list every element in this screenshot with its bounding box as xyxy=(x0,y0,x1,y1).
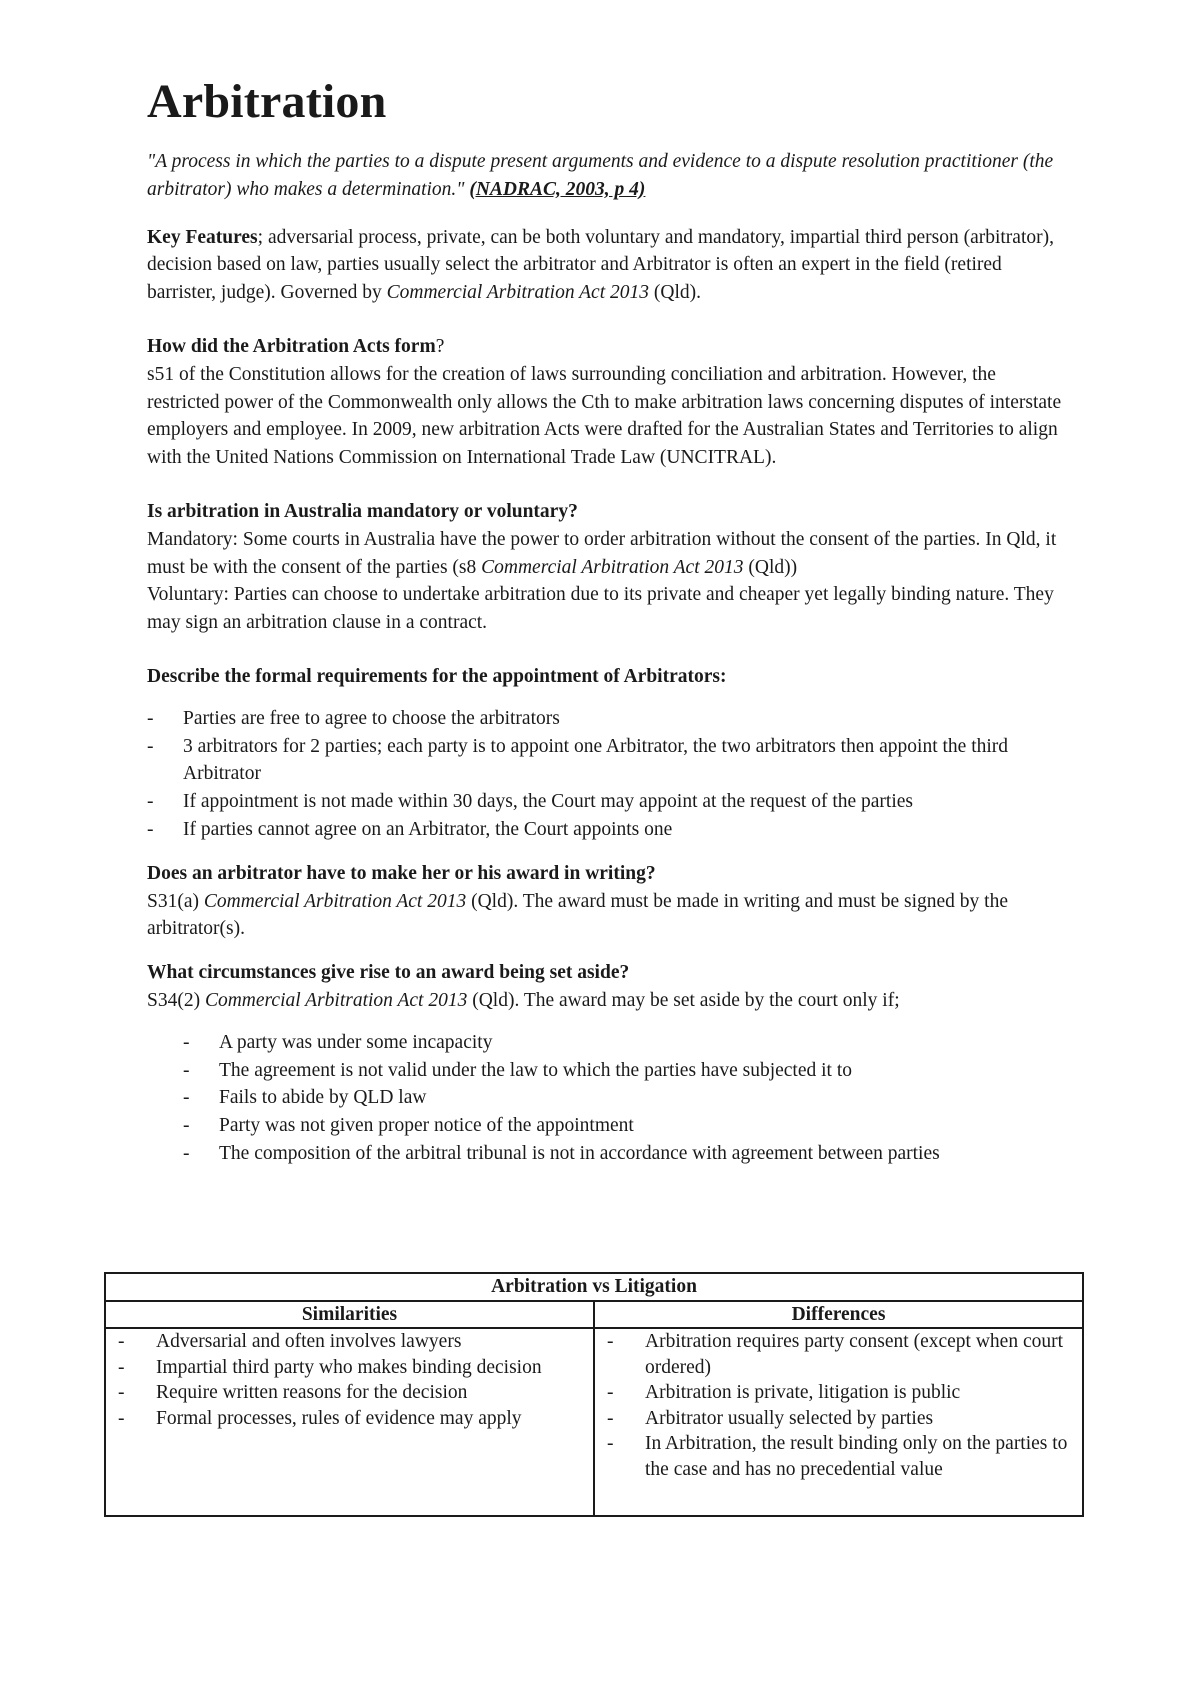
list-item: - In Arbitration, the result binding only on the parties to the case and has no precedential value xyxy=(599,1431,1078,1482)
mandatory-line xyxy=(147,526,1067,582)
appointment-section xyxy=(147,663,1067,844)
appointment-list xyxy=(147,705,1067,844)
list-item: - Arbitration is private, litigation is public xyxy=(599,1380,1078,1406)
list-item: - The composition of the arbitral tribunal is not in accordance with agreement between parties xyxy=(147,1140,1067,1168)
differences-list xyxy=(599,1329,1078,1482)
list-item: - Arbitrator usually selected by parties xyxy=(599,1406,1078,1432)
writing-pre: S31(a) xyxy=(147,890,204,912)
list-item: - Require written reasons for the decision xyxy=(110,1380,589,1406)
differences-cell xyxy=(594,1328,1083,1516)
set-aside-pre: S34(2) xyxy=(147,989,205,1011)
mandatory-heading: Is arbitration in Australia mandatory or voluntary? xyxy=(147,500,578,522)
writing-act: Commercial Arbitration Act 2013 xyxy=(203,890,467,912)
acts-form-heading-line xyxy=(147,333,1067,361)
mandatory-line-post: (Qld)) xyxy=(743,556,798,578)
set-aside-body xyxy=(147,987,1067,1015)
page-title: Arbitration xyxy=(147,75,387,128)
writing-body xyxy=(147,888,1067,944)
list-item: - If appointment is not made within 30 days, the Court may appoint at the request of the parties xyxy=(147,788,1067,816)
acts-form-section xyxy=(147,333,1067,472)
writing-section xyxy=(147,860,1067,943)
set-aside-section xyxy=(147,959,1067,1168)
similarities-header: Similarities xyxy=(105,1301,594,1329)
key-features-text: ; adversarial process, private, can be both voluntary and mandatory, impartial third person (arbitrator), decision based on law, parties usually select the arbitrator and Arbitrator is often an expert in the field (retired barrister, judge). Governed by xyxy=(147,226,1054,304)
list-item: - Party was not given proper notice of the appointment xyxy=(147,1112,1067,1140)
set-aside-list xyxy=(147,1029,1067,1168)
list-item: - Formal processes, rules of evidence may apply xyxy=(110,1406,589,1432)
appointment-heading: Describe the formal requirements for the appointment of Arbitrators: xyxy=(147,665,727,687)
differences-header: Differences xyxy=(594,1301,1083,1329)
quote-citation: (NADRAC, 2003, p 4) xyxy=(469,178,646,200)
acts-form-body: s51 of the Constitution allows for the creation of laws surrounding conciliation and arbitration. However, the restricted power of the Commonwealth only allows the Cth to make arbitration laws concerning disputes of interstate employers and employee. In 2009, new arbitration Acts were drafted for the Australian States and Territories to align with the United Nations Commission on International Trade Law (UNCITRAL). xyxy=(147,363,1062,469)
list-item: - If parties cannot agree on an Arbitrator, the Court appoints one xyxy=(147,816,1067,844)
set-aside-post: (Qld). The award may be set aside by the court only if; xyxy=(467,989,900,1011)
set-aside-act: Commercial Arbitration Act 2013 xyxy=(204,989,468,1011)
acts-form-heading: How did the Arbitration Acts form xyxy=(147,335,436,357)
table-row xyxy=(105,1328,1083,1516)
quote-text: "A process in which the parties to a dispute present arguments and evidence to a dispute resolution practitioner (the arbitrator) who makes a determination." xyxy=(147,151,1054,200)
list-item: - Arbitration requires party consent (except when court ordered) xyxy=(599,1329,1078,1380)
similarities-list xyxy=(110,1329,589,1431)
mandatory-section xyxy=(147,498,1067,637)
list-item: - A party was under some incapacity xyxy=(147,1029,1067,1057)
voluntary-line: Voluntary: Parties can choose to undertake arbitration due to its private and cheaper yet legally binding nature. They may sign an arbitration clause in a contract. xyxy=(147,584,1054,634)
document-body xyxy=(147,74,1067,1184)
list-item: - Impartial third party who makes binding decision xyxy=(110,1355,589,1381)
writing-post: (Qld). The award must be made in writing and must be signed by the arbitrator(s). xyxy=(147,890,1008,940)
key-features-paragraph xyxy=(147,224,1067,307)
key-features-act: Commercial Arbitration Act 2013 xyxy=(386,282,649,304)
similarities-cell xyxy=(105,1328,594,1516)
set-aside-heading: What circumstances give rise to an award being set aside? xyxy=(147,962,630,984)
mandatory-line-pre: Mandatory: Some courts in Australia have the power to order arbitration without the consent of the parties. In Qld, it must be with the consent of the parties (s8 xyxy=(147,528,1057,578)
key-features-label: Key Features xyxy=(147,226,258,248)
list-item: - Parties are free to agree to choose the arbitrators xyxy=(147,705,1067,733)
definition-quote xyxy=(147,148,1067,204)
list-item: - Adversarial and often involves lawyers xyxy=(110,1329,589,1355)
key-features-suffix: (Qld). xyxy=(649,282,701,304)
table-title: Arbitration vs Litigation xyxy=(105,1273,1083,1301)
table-title-row xyxy=(105,1273,1083,1301)
comparison-table xyxy=(104,1272,1084,1517)
table-header-row xyxy=(105,1301,1083,1329)
mandatory-line-act: Commercial Arbitration Act 2013 xyxy=(481,556,744,578)
acts-form-heading-mark: ? xyxy=(435,335,445,357)
list-item: - The agreement is not valid under the law to which the parties have subjected it to xyxy=(147,1057,1067,1085)
writing-heading: Does an arbitrator have to make her or his award in writing? xyxy=(147,862,656,884)
list-item: - 3 arbitrators for 2 parties; each party is to appoint one Arbitrator, the two arbitrators then appoint the third Arbitrator xyxy=(147,733,1067,789)
list-item: - Fails to abide by QLD law xyxy=(147,1084,1067,1112)
